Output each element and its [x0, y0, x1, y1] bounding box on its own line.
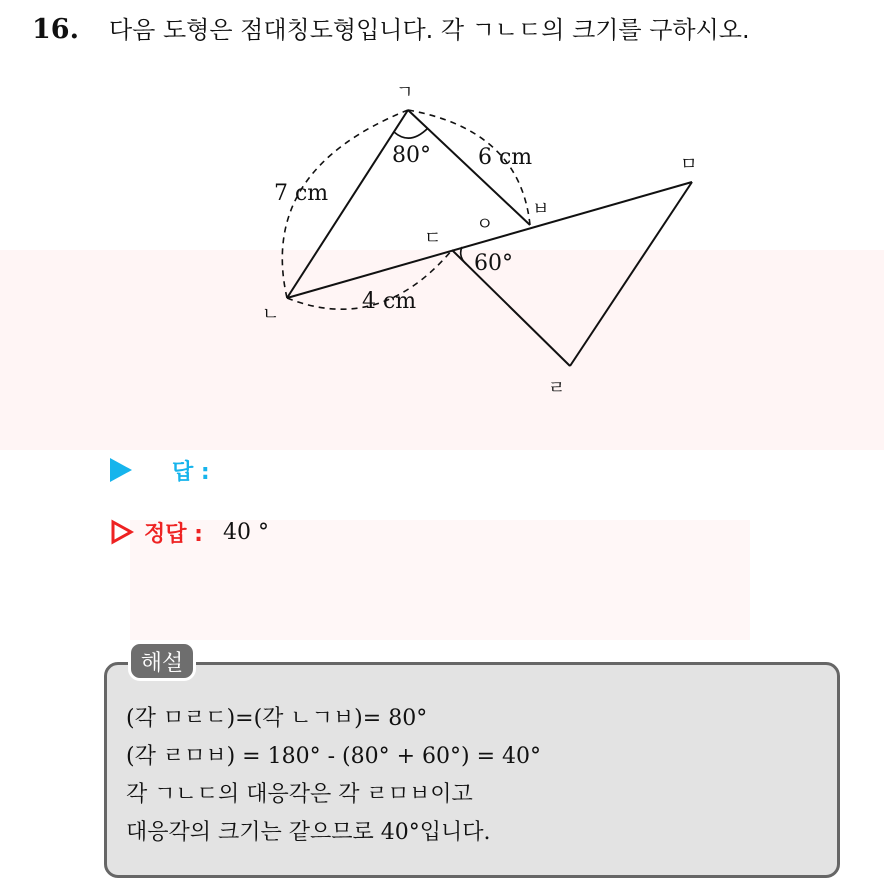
- explanation-line: 대응각의 크기는 같으므로 40°입니다.: [126, 820, 491, 845]
- length-label-nd: 4 cm: [362, 289, 417, 314]
- edge-nm: [287, 182, 692, 298]
- explanation-line: (각 ㅁㄹㄷ)=(각 ㄴㄱㅂ)= 80°: [126, 706, 428, 731]
- length-label-gn: 7 cm: [274, 181, 329, 206]
- angle-arc-g: [394, 128, 428, 138]
- explanation-line: (각 ㄹㅁㅂ) = 180° - (80° + 60°) = 40°: [126, 744, 541, 769]
- vertex-label-n: ㄴ: [262, 304, 280, 325]
- vertex-label-o: ㅇ: [476, 214, 494, 235]
- question-number: 16.: [32, 14, 79, 45]
- question-header: [32, 12, 750, 48]
- vertex-label-r: ㄹ: [548, 378, 566, 399]
- explanation-lines: [126, 700, 541, 852]
- question-text: 다음 도형은 점대칭도형입니다. 각 ㄱㄴㄷ의 크기를 구하시오.: [108, 16, 750, 44]
- vertex-label-b: ㅂ: [532, 199, 550, 220]
- outline-triangle-icon: [110, 519, 134, 545]
- angle-arc-d: [461, 247, 466, 264]
- length-label-gb: 6 cm: [478, 145, 533, 170]
- vertex-label-m: ㅁ: [680, 154, 698, 175]
- angle-label-g: 80°: [392, 143, 431, 168]
- angle-label-d: 60°: [474, 251, 513, 276]
- edge-rm: [570, 182, 692, 366]
- correct-answer-value: 40 °: [222, 519, 269, 545]
- explanation-tab: 해설: [128, 641, 196, 681]
- correct-answer-label: 정답 :: [144, 521, 203, 547]
- correct-answer-row: [110, 512, 269, 552]
- vertex-label-g: ㄱ: [396, 82, 414, 103]
- point-symmetric-figure: [200, 70, 760, 410]
- vertex-label-d: ㄷ: [424, 228, 442, 249]
- figure-svg: [200, 70, 760, 410]
- explanation-line: 각 ㄱㄴㄷ의 대응각은 각 ㄹㅁㅂ이고: [126, 782, 473, 807]
- answer-label: 답 :: [172, 459, 210, 485]
- play-triangle-icon: [110, 458, 132, 482]
- answer-row: [110, 450, 210, 490]
